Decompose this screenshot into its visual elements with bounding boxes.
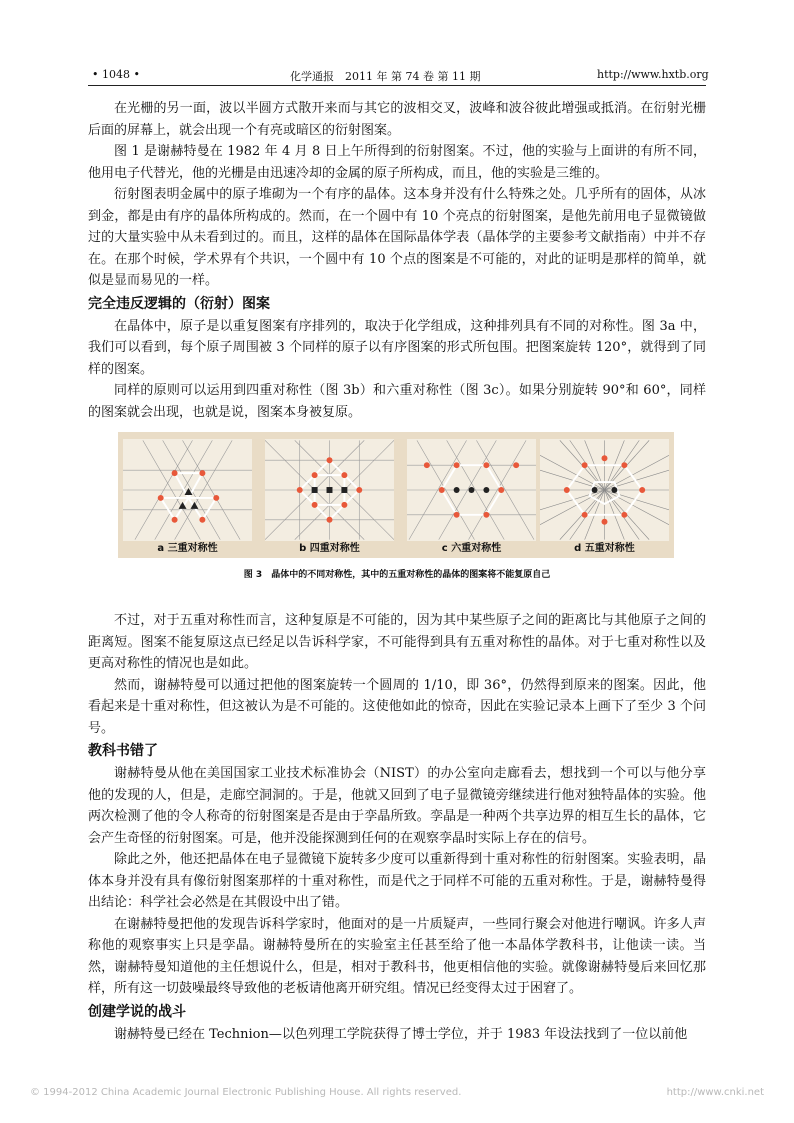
paragraph: 衍射图表明金属中的原子堆砌为一个有序的晶体。这本身并没有什么特殊之处。几乎所有的固体，从冰到金，都是由有序的晶体所构成的。然而，在一个圆中有 10 个亮点的衍射图案，是他先前用电子显微镜做过的大量实验中从未看到过的。而且，这样的晶体在国际晶体学表（晶体学的主要参考文献指南）中并不存在。在那个时候，学术界有个共识，一个圆中有 10 个点的图案是不可能的，对此的证明是那样的简单，就似是显而易见的一样。 <box>88 187 706 288</box>
section-heading: 教科书错了 <box>88 743 158 759</box>
section-heading: 创建学说的战斗 <box>88 1003 186 1020</box>
figure-panel-labels <box>118 540 674 558</box>
section-heading: 完全违反逻辑的（衍射）图案 <box>88 295 270 312</box>
footer-site-link[interactable]: http://www.cnki.net <box>666 1087 764 1098</box>
figure-label-c: c 六重对称性 <box>441 543 502 554</box>
fivefold-pattern <box>540 439 669 541</box>
fourfold-pattern <box>265 439 394 541</box>
figure-panel-c <box>407 439 536 541</box>
figure-label-a: a 三重对称性 <box>157 543 218 554</box>
paragraph: 除此之外，他还把晶体在电子显微镜下旋转多少度可以重新得到十重对称性的衍射图案。实验表明，晶体本身并没有具有像衍射图案那样的十重对称性，而是代之于同样不可能的五重对称性。于是，谢赫特曼得出结论：科学社会必然是在其假设中出了错。 <box>88 852 706 910</box>
figure-panel-d <box>540 439 669 541</box>
figure-label-d: d 五重对称性 <box>574 543 635 554</box>
journal-header: 化学通报 2011 年 第 74 卷 第 11 期 <box>290 70 481 83</box>
copyright-text: © 1994-2012 China Academic Journal Electronic Publishing House. All rights reserved. <box>30 1087 462 1098</box>
paragraph: 图 1 是谢赫特曼在 1982 年 4 月 8 日上午所得到的衍射图案。不过，他的实验与上面讲的有所不同，他用电子代替光，他的光栅是由迅速冷却的金属的原子所构成，而且，他的实验是三维的。 <box>88 144 706 181</box>
sixfold-pattern <box>407 439 536 541</box>
paragraph: 不过，对于五重对称性而言，这种复原是不可能的，因为其中某些原子之间的距离比与其他原子之间的距离短。图案不能复原这点已经足以告诉科学家，不可能得到具有五重对称性的晶体。对于七重对称性以及更高对称性的情况也是如此。 <box>88 613 706 671</box>
paragraph: 同样的原则可以运用到四重对称性（图 3b）和六重对称性（图 3c）。如果分别旋转 90°和 60°，同样的图案就会出现，也就是说，图案本身被复原。 <box>88 383 706 420</box>
figure-3 <box>118 432 674 558</box>
paragraph: 在晶体中，原子是以重复图案有序排列的，取决于化学组成，这种排列具有不同的对称性。图 3a 中，我们可以看到，每个原子周围被 3 个同样的原子以有序图案的形式所包围。把图案旋转 120°，就得到了同样的图案。 <box>88 318 706 377</box>
figure-panel-a <box>123 439 252 541</box>
page-footer <box>30 1087 764 1098</box>
threefold-pattern <box>123 439 252 541</box>
figure-caption: 图 3 晶体中的不同对称性，其中的五重对称性的晶体的图案将不能复原自己 <box>243 570 551 580</box>
journal-url[interactable]: http://www.hxtb.org <box>597 68 709 81</box>
page-number: • 1048 • <box>92 68 140 81</box>
paragraph: 在光栅的另一面，波以半圆方式散开来而与其它的波相交叉，波峰和波谷彼此增强或抵消。在衍射光栅后面的屏幕上，就会出现一个有亮或暗区的衍射图案。 <box>88 101 706 138</box>
paragraph: 谢赫特曼从他在美国国家工业技术标准协会（NIST）的办公室向走廊看去，想找到一个可以与他分享他的发现的人，但是，走廊空洞洞的。于是，他就又回到了电子显微镜旁继续进行他对独特晶体的实验。他两次检测了他的令人称奇的衍射图案是否是由于孪晶所致。孪晶是一种两个共享边界的相互生长的晶体，它会产生奇怪的衍射图案。可是，他并没能探测到任何的在观察孪晶时实际上存在的信号。 <box>88 766 706 846</box>
article-body <box>88 98 706 1045</box>
figure-label-b: b 四重对称性 <box>299 543 360 554</box>
paragraph: 在谢赫特曼把他的发现告诉科学家时，他面对的是一片质疑声，一些同行聚会对他进行嘲讽。许多人声称他的观察事实上只是孪晶。谢赫特曼所在的实验室主任甚至给了他一本晶体学教科书，让他读一读。当然，谢赫特曼知道他的主任想说什么，但是，相对于教科书，他更相信他的实验。就像谢赫特曼后来回忆那样，所有这一切鼓噪最终导致他的老板请他离开研究组。情况已经变得太过于困窘了。 <box>88 916 706 996</box>
paragraph: 然而，谢赫特曼可以通过把他的图案旋转一个圆周的 1/10，即 36°，仍然得到原来的图案。因此，他看起来是十重对称性，但这被认为是不可能的。这使他如此的惊奇，因此在实验记录本上画下了至少 3 个问号。 <box>88 677 706 736</box>
figure-panel-b <box>265 439 394 541</box>
paragraph: 谢赫特曼已经在 Technion—以色列理工学院获得了博士学位，并于 1983 年设法找到了一位以前他 <box>114 1026 688 1042</box>
header-rule <box>88 85 706 86</box>
